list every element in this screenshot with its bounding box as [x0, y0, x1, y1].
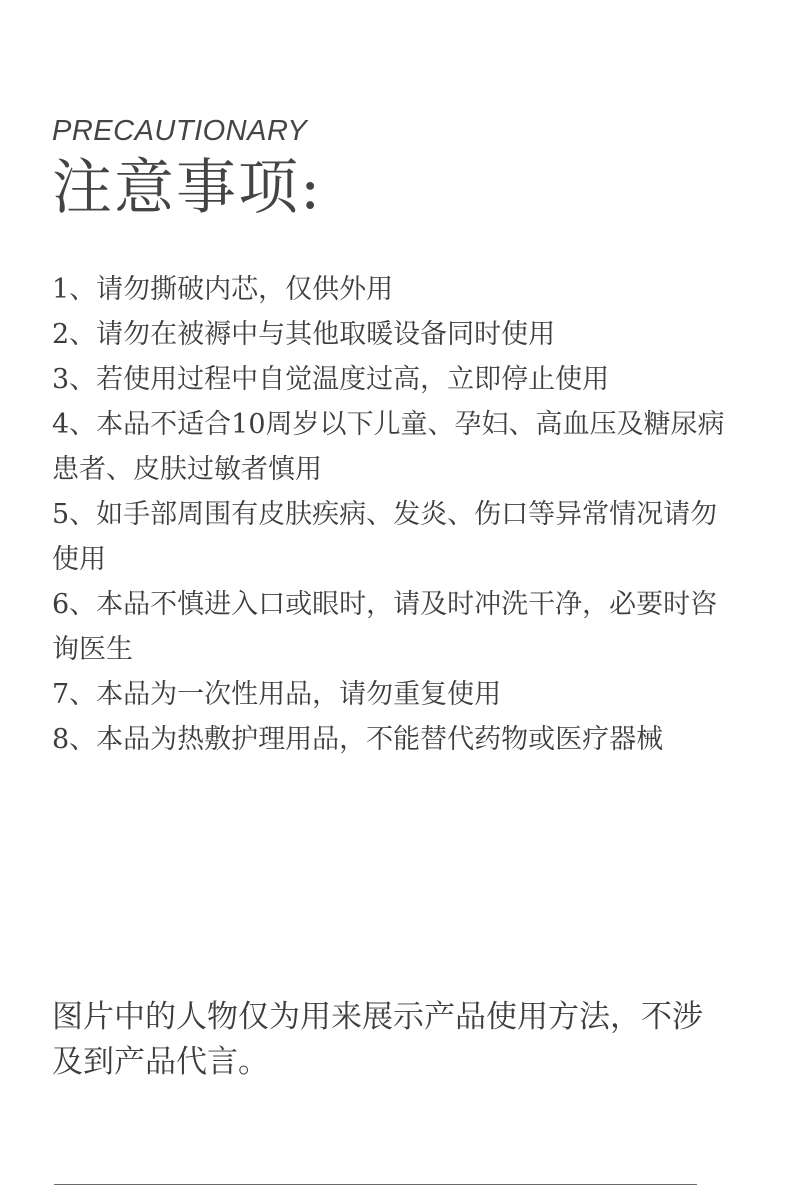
precaution-item: 5、如手部周围有皮肤疾病、发炎、伤口等异常情况请勿使用: [52, 499, 718, 575]
precaution-item: 2、请勿在被褥中与其他取暖设备同时使用: [52, 319, 556, 350]
disclaimer-text: 图片中的人物仅为用来展示产品使用方法，不涉及到产品代言。: [52, 999, 703, 1080]
bottom-divider: [54, 1184, 697, 1185]
precaution-item: 6、本品不慎进入口或眼时，请及时冲洗干净，必要时咨询医生: [52, 589, 718, 665]
precautions-list: [52, 267, 742, 762]
page-title: 注意事项:: [52, 153, 323, 223]
precaution-item: 8、本品为热敷护理用品，不能替代药物或医疗器械: [52, 724, 664, 755]
precaution-item: 3、若使用过程中自觉温度过高，立即停止使用: [52, 364, 610, 395]
precaution-item: 1、请勿撕破内芯，仅供外用: [52, 274, 394, 305]
section-eyebrow-label: PRECAUTIONARY: [52, 115, 308, 147]
precaution-item: 7、本品为一次性用品，请勿重复使用: [52, 679, 502, 710]
precaution-item: 4、本品不适合10周岁以下儿童、孕妇、高血压及糖尿病患者、皮肤过敏者慎用: [52, 409, 725, 485]
